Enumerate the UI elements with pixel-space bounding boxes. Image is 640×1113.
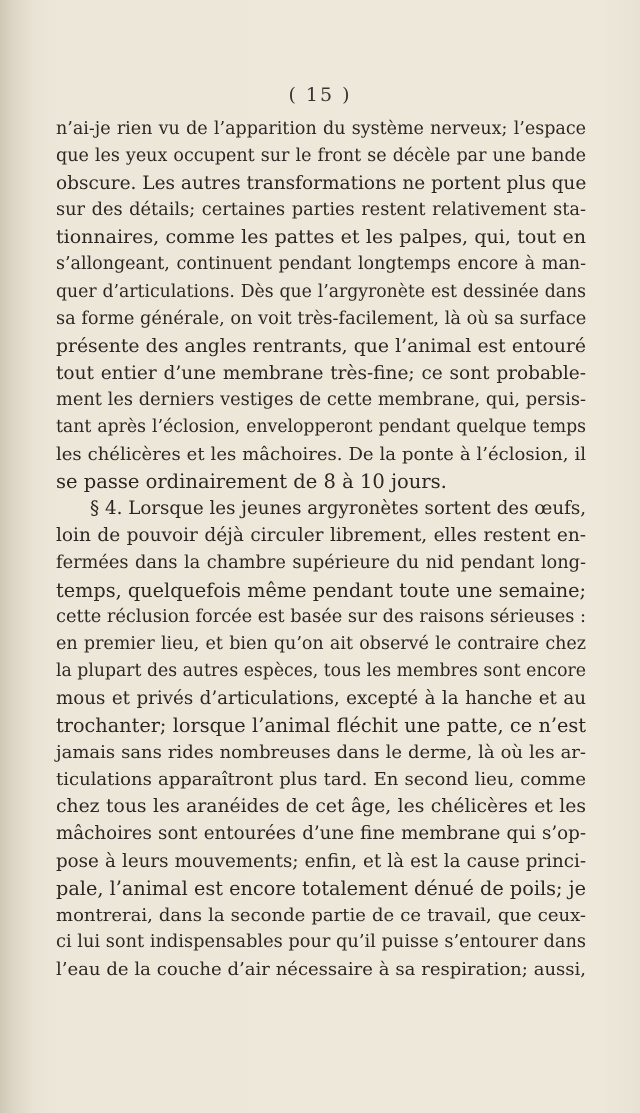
text-line: n’ai-je rien vu de l’apparition du système nerveux; l’espace [56, 119, 586, 139]
section-heading-line: § 4. Lorsque les jeunes argyronètes sortent des œufs, [90, 498, 586, 520]
text-line: pose à leurs mouvements; enfin, et là est la cause princi- [56, 850, 586, 872]
text-line: ticulations apparaîtront plus tard. En second lieu, comme [56, 769, 586, 791]
text-line: trochanter; lorsque l’animal fléchit une patte, ce n’est [56, 714, 586, 738]
text-line: les chélicères et les mâchoires. De la ponte à l’éclosion, il [56, 444, 586, 466]
text-line: sur des détails; certaines parties restent relativement sta- [56, 200, 586, 221]
text-line: tionnaires, comme les pattes et les palpes, qui, tout en [56, 226, 586, 249]
body-text [56, 116, 586, 983]
text-line: s’allongeant, continuent pendant longtemps encore à man- [56, 254, 586, 275]
text-line: fermées dans la chambre supérieure du nid pendant long- [56, 552, 586, 573]
text-line: ci lui sont indispensables pour qu’il puisse s’entourer dans [56, 931, 586, 952]
text-line: l’eau de la couche d’air nécessaire à sa respiration; aussi, [56, 958, 586, 980]
text-line: tout entier d’une membrane très-fine; ce sont probable- [56, 362, 586, 384]
text-line: mous et privés d’articulations, excepté à la hanche et au [56, 687, 586, 709]
text-line: sa forme générale, on voit très-facilement, là où sa surface [56, 308, 587, 329]
text-line: que les yeux occupent sur le front se décèle par une bande [56, 146, 586, 167]
text-line: montrerai, dans la seconde partie de ce travail, que ceux- [56, 904, 586, 926]
text-line: quer d’articulations. Dès que l’argyronète est dessinée dans [56, 281, 586, 302]
text-line: se passe ordinairement de 8 à 10 jours. [56, 470, 447, 494]
text-line: loin de pouvoir déjà circuler librement, elles restent en- [56, 525, 586, 547]
text-line: temps, quelquefois même pendant toute une semaine; [56, 578, 586, 602]
text-line: ment les derniers vestiges de cette membrane, qui, persis- [56, 389, 586, 410]
text-line: tant après l’éclosion, envelopperont pendant quelque temps [56, 417, 586, 438]
text-line: la plupart des autres espèces, tous les membres sont encore [56, 660, 586, 681]
text-line: présente des angles rentrants, que l’animal est entouré [56, 335, 586, 357]
text-line: mâchoires sont entourées d’une fine membrane qui s’op- [56, 823, 586, 845]
text-line: cette réclusion forcée est basée sur des raisons sérieuses : [56, 606, 586, 627]
text-line: pale, l’animal est encore totalement dénué de poils; je [56, 876, 586, 900]
text-line: en premier lieu, et bien qu’on ait observé le contraire chez [56, 633, 586, 654]
page-number: ( 15 ) [288, 84, 352, 106]
text-line: obscure. Les autres transformations ne portent plus que [56, 173, 587, 195]
text-line: jamais sans rides nombreuses dans le derme, là où les ar- [56, 742, 586, 764]
text-line: chez tous les aranéides de cet âge, les chélicères et les [56, 796, 586, 818]
